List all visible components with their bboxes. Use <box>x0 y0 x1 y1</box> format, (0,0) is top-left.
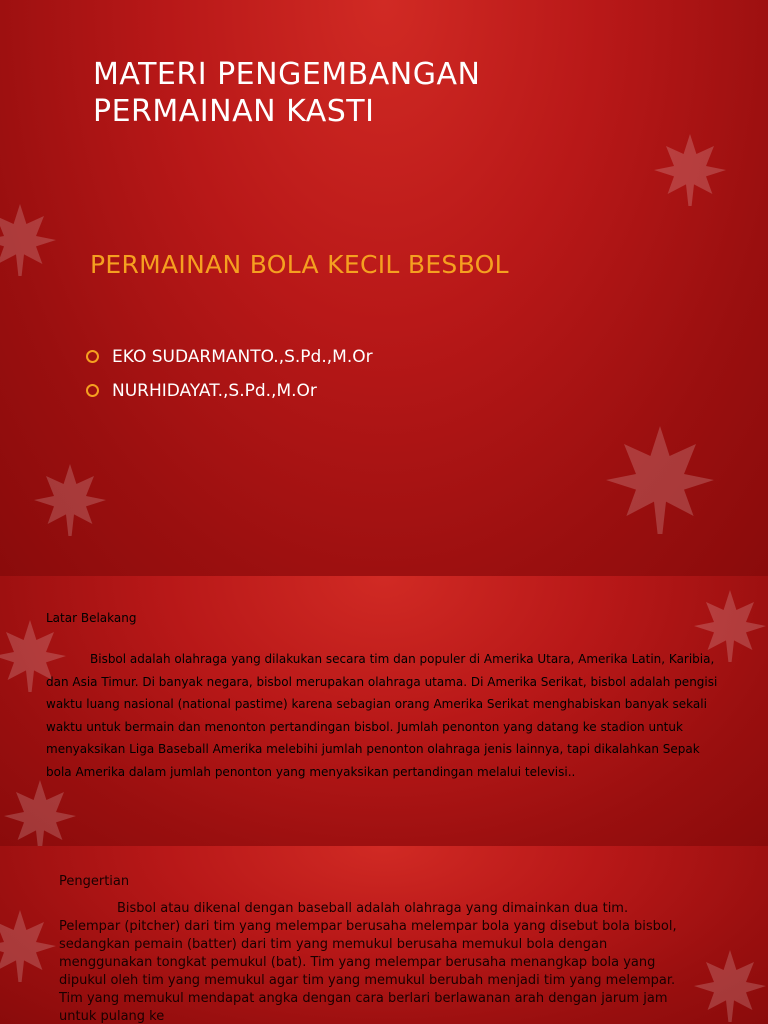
list-item <box>86 343 373 377</box>
author-name: EKO SUDARMANTO.,S.Pd.,M.Or <box>112 347 373 367</box>
title-line-1: MATERI PENGEMBANGAN <box>93 57 481 92</box>
circle-bullet-icon <box>86 384 99 397</box>
section-paragraph: Bisbol adalah olahraga yang dilakukan secara tim dan populer di Amerika Utara, Amerika Latin, Karibia, dan Asia Timur. Di banyak negara, bisbol merupakan olahraga utama. Di Amerika Serikat, bisbol adalah pengisi waktu luang nasional (national pastime) karena sebagian orang Amerika Serikat menghabiskan banyak sekali waktu untuk bermain dan menonton pertandingan bisbol. Jumlah penonton yang datang ke stadion untuk menyaksikan Liga Baseball Amerika melebihi jumlah penonton olahraga jenis lainnya, tapi dikalahkan Sepak bola Amerika dalam jumlah penonton yang menyaksikan pertandingan melalui televisi.. <box>46 652 718 779</box>
section-heading: Latar Belakang <box>46 611 137 625</box>
maple-leaf-decoration <box>690 946 768 1024</box>
maple-leaf-decoration <box>650 130 730 210</box>
maple-leaf-decoration <box>0 906 60 986</box>
slide-title <box>93 56 693 130</box>
maple-leaf-decoration <box>600 420 720 540</box>
list-item <box>86 377 373 411</box>
title-line-2: PERMAINAN KASTI <box>93 94 375 129</box>
section-heading: Pengertian <box>59 874 130 889</box>
section-paragraph: Bisbol atau dikenal dengan baseball adalah olahraga yang dimainkan dua tim. Pelempar (pitcher) dari tim yang melempar berusaha melempar bola yang disebut bola bisbol, sedangkan pemain (batter) dari tim yang memukul berusaha memukul bola dengan menggunakan tongkat pemukul (bat). Tim yang melempar berusaha menangkap bola yang dipukul oleh tim yang memukul agar tim yang memukul berubah menjadi tim yang melempar. Tim yang memukul mendapat angka dengan cara berlari berlawanan arah dengan jarum jam untuk pulang ke <box>59 901 677 1024</box>
background-slide <box>0 576 768 846</box>
maple-leaf-decoration <box>0 776 80 846</box>
author-name: NURHIDAYAT.,S.Pd.,M.Or <box>112 381 317 401</box>
author-list <box>86 343 373 411</box>
slide-subtitle: PERMAINAN BOLA KECIL BESBOL <box>90 250 509 279</box>
maple-leaf-decoration <box>0 200 60 280</box>
maple-leaf-decoration <box>30 460 110 540</box>
definition-slide <box>0 846 768 1024</box>
circle-bullet-icon <box>86 350 99 363</box>
